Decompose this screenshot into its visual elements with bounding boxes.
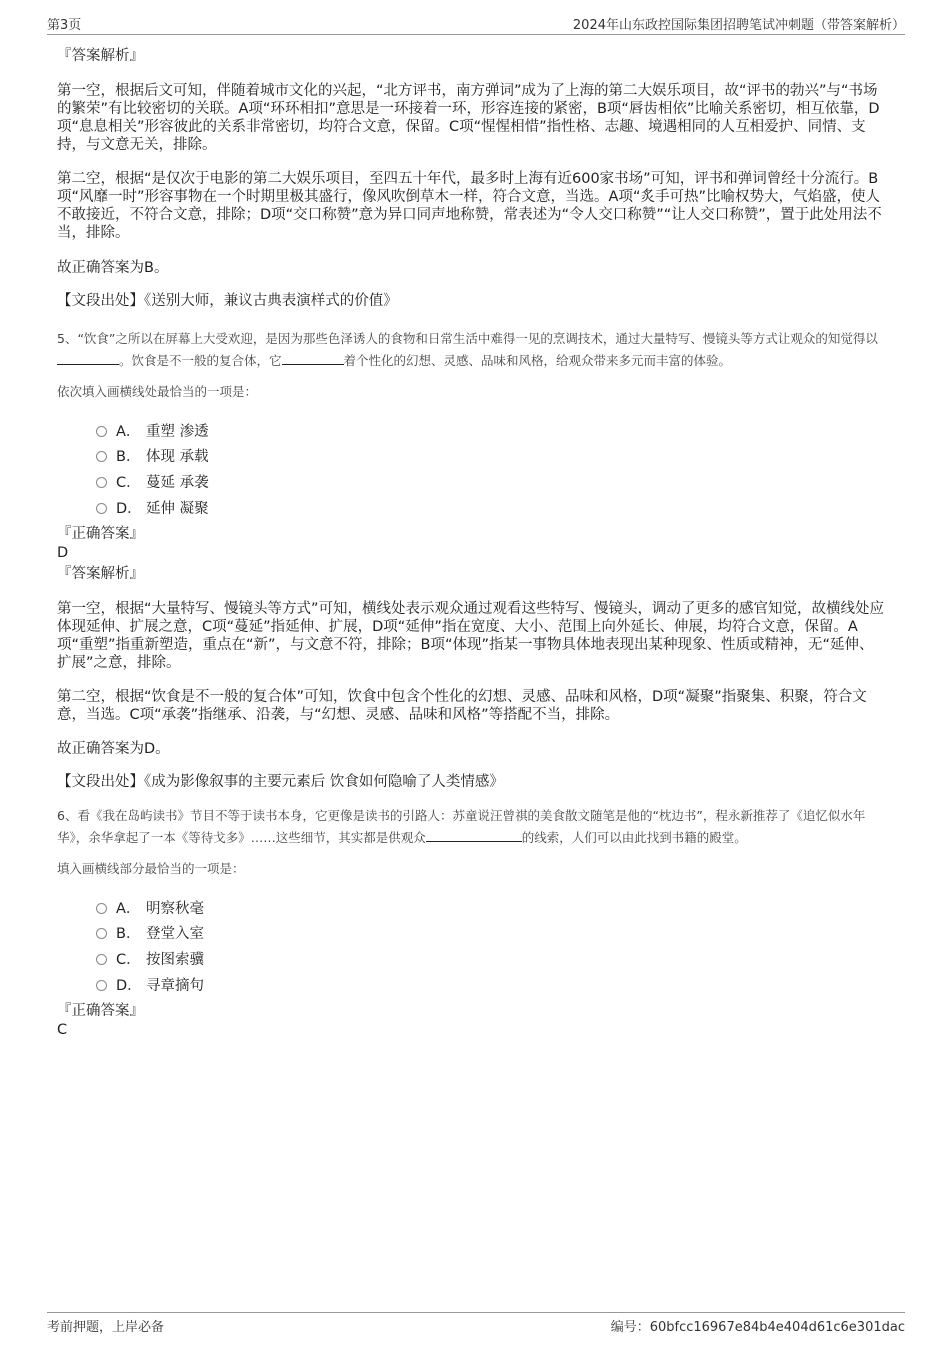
option-key: A．: [116, 901, 141, 917]
q4-source: 【文段出处】《送别大师，兼议古典表演样式的价值》: [57, 293, 398, 309]
q6-stem: [57, 805, 885, 849]
radio-icon[interactable]: [96, 477, 107, 488]
q6-option-c[interactable]: [96, 948, 204, 972]
option-key: D．: [116, 501, 142, 517]
q6-option-b[interactable]: [96, 922, 204, 946]
option-text: 重塑 渗透: [146, 424, 209, 440]
q4-analysis-label: 『答案解析』: [57, 48, 144, 64]
q5-analysis-label: 『答案解析』: [57, 566, 144, 582]
option-text: 体现 承载: [146, 449, 209, 465]
footer-slogan: 考前押题，上岸必备: [47, 1320, 165, 1335]
q4-analysis-paragraph-1: 第一空，根据后文可知，伴随着城市文化的兴起，“北方评书，南方弹词”成为了上海的第二大娱乐项目，故“评书的勃兴”与“书场的繁荣”有比较密切的关联。A项“环环相扣”意思是一环接着一环，形容连接的紧密，B项“唇齿相依”比喻关系密切，相互依靠，D项“息息相关”形容彼此的关系非常密切，均符合文意，保留。C项“惺惺相惜”指性格、志趣、境遇相同的人互相爱护、同情、支持，与文意无关，排除。: [57, 83, 880, 153]
option-text: 延伸 凝聚: [146, 501, 209, 517]
q5-conclusion: 故正确答案为D。: [57, 741, 170, 757]
q5-stem-part-c: 着个性化的幻想、灵感、品味和风格，给观众带来多元而丰富的体验。: [343, 353, 732, 368]
q6-instruction: 填入画横线部分最恰当的一项是：: [57, 861, 245, 876]
q6-stem-part-a: 6、看《我在岛屿读书》节目不等于读书本身，它更像是读书的引路人：苏童说汪曾祺的美食散文随笔是他的“枕边书”，程永新推荐了《追忆似水年华》，余华拿起了一本《等待戈多》……这些细节，其实都是供观众: [57, 808, 866, 845]
q4-analysis-paragraph-2: 第二空，根据“是仅次于电影的第二大娱乐项目，至四五十年代，最多时上海有近600家书场”可知，评书和弹词曾经十分流行。B项“风靡一时”形容事物在一个时期里极其盛行，像风吹倒草木一样，符合文意，当选。A项“炙手可热”比喻权势大，气焰盛，使人不敢接近，不符合文意，排除；D项“交口称赞”意为异口同声地称赞，常表述为“令人交口称赞”“让人交口称赞”，置于此处用法不当，排除。: [57, 171, 882, 241]
radio-icon[interactable]: [96, 503, 107, 514]
page-number: 第3页: [47, 18, 82, 33]
q6-stem-part-b: 的线索，人们可以由此找到书籍的殿堂。: [521, 830, 747, 845]
q5-stem-part-a: 5、“饮食”之所以在屏幕上大受欢迎，是因为那些色泽诱人的食物和日常生活中难得一见的烹调技术，通过大量特写、慢镜头等方式让观众的知觉得以: [57, 331, 878, 346]
option-text: 蔓延 承袭: [146, 475, 209, 491]
q5-blank-2: [282, 351, 344, 365]
q5-analysis-paragraph-1: 第一空，根据“大量特写、慢镜头等方式”可知，横线处表示观众通过观看这些特写、慢镜头，调动了更多的感官知觉，故横线处应体现延伸、扩展之意，C项“蔓延”指延伸、扩展，D项“延伸”指在宽度、大小、范围上向外延长、伸展，均符合文意，保留。A项“重塑”指重新塑造，重点在“新”，与文意不符，排除；B项“体现”指某一事物具体地表现出某种现象、性质或精神，无“延伸、扩展”之意，排除。: [57, 601, 885, 671]
q5-answer: D: [57, 545, 69, 561]
q6-blank-1: [426, 828, 522, 842]
option-key: C．: [116, 475, 141, 491]
radio-icon[interactable]: [96, 928, 107, 939]
q5-option-a[interactable]: [96, 420, 209, 444]
q5-option-d[interactable]: [96, 497, 209, 521]
q5-option-c[interactable]: [96, 471, 209, 495]
option-key: B．: [116, 449, 141, 465]
document-id: 编号：60bfcc16967e84b4e404d61c6e301dac: [610, 1320, 905, 1335]
option-text: 明察秋毫: [146, 901, 204, 917]
q5-stem: [57, 328, 885, 372]
document-title: 2024年山东政控国际集团招聘笔试冲刺题（带答案解析）: [572, 18, 905, 33]
radio-icon[interactable]: [96, 426, 107, 437]
q5-source: 【文段出处】《成为影像叙事的主要元素后 饮食如何隐喻了人类情感》: [57, 774, 504, 790]
q6-option-d[interactable]: [96, 974, 204, 998]
option-text: 寻章摘句: [146, 978, 204, 994]
option-text: 登堂入室: [146, 926, 204, 942]
option-key: B．: [116, 926, 141, 942]
radio-icon[interactable]: [96, 903, 107, 914]
option-text: 按图索骥: [146, 952, 204, 968]
q6-answer-label: 『正确答案』: [57, 1003, 144, 1019]
radio-icon[interactable]: [96, 451, 107, 462]
q5-analysis-paragraph-2: 第二空，根据“饮食是不一般的复合体”可知，饮食中包含个性化的幻想、灵感、品味和风格，D项“凝聚”指聚集、积聚，符合文意，当选。C项“承袭”指继承、沿袭，与“幻想、灵感、品味和风格”等搭配不当，排除。: [57, 689, 867, 723]
option-key: C．: [116, 952, 141, 968]
q5-blank-1: [57, 351, 119, 365]
page-footer: [47, 1312, 905, 1335]
q5-option-b[interactable]: [96, 445, 209, 469]
q5-stem-part-b: 。饮食是不一般的复合体，它: [119, 353, 282, 368]
q5-answer-label: 『正确答案』: [57, 526, 144, 542]
option-key: A．: [116, 424, 141, 440]
radio-icon[interactable]: [96, 980, 107, 991]
q5-instruction: 依次填入画横线处最恰当的一项是：: [57, 384, 258, 399]
q6-answer: C: [57, 1022, 68, 1038]
page-header: [47, 14, 905, 35]
q4-conclusion: 故正确答案为B。: [57, 260, 169, 276]
radio-icon[interactable]: [96, 954, 107, 965]
q6-option-a[interactable]: [96, 897, 204, 921]
option-key: D．: [116, 978, 142, 994]
